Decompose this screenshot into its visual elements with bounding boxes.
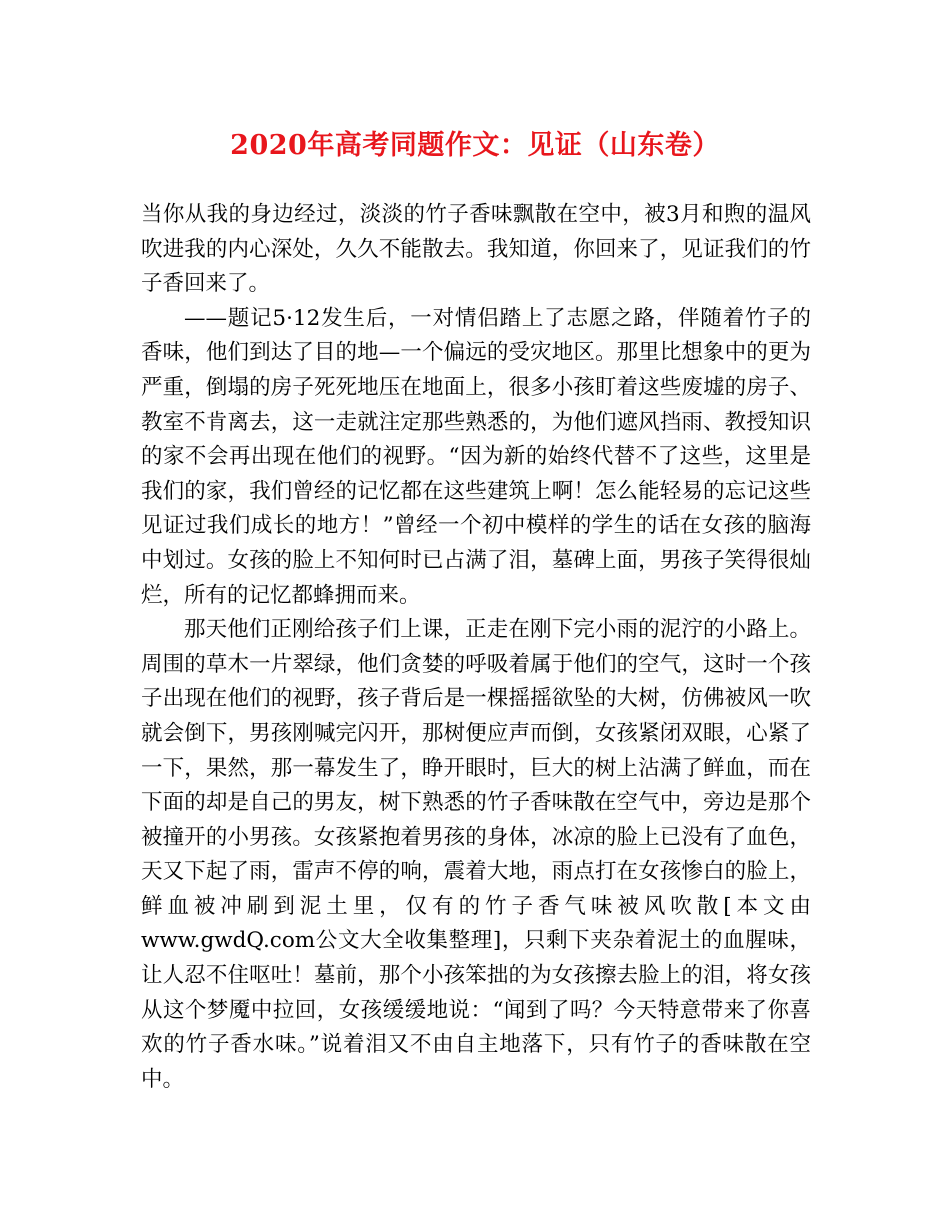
document-title: 2020年高考同题作文：见证（山东卷） [230, 130, 720, 161]
paragraph-story: 那天他们正刚给孩子们上课，正走在刚下完小雨的泥泞的小路上。周围的草木一片翠绿，他们贪婪的呼吸着属于他们的空气，这时一个孩子出现在他们的视野，孩子背后是一棵摇摇欲坠的大树，仿佛被风一吹就会倒下，男孩刚喊完闪开，那树便应声而倒，女孩紧闭双眼，心紧了一下，果然，那一幕发生了，睁开眼时，巨大的树上沾满了鲜血，而在下面的却是自己的男友，树下熟悉的竹子香味散在空气中，旁边是那个被撞开的小男孩。女孩紧抱着男孩的身体，冰凉的脸上已没有了血色，天又下起了雨，雷声不停的响，震着大地，雨点打在女孩惨白的脸上，鲜血被冲刷到泥土里，仅有的竹子香气味被风吹散[本文由www.gwdQ.com公文大全收集整理]，只剩下夹杂着泥土的血腥味，让人忍不住呕吐！墓前，那个小孩笨拙的为女孩擦去脸上的泪，将女孩从这个梦魇中拉回，女孩缓缓地说：“闻到了吗？今天特意带来了你喜欢的竹子香水味。”说着泪又不由自主地落下，只有竹子的香味散在空中。 [141, 617, 811, 1092]
document-body [141, 198, 811, 1097]
paragraph-epigraph: 当你从我的身边经过，淡淡的竹子香味飘散在空中，被3月和煦的温风吹进我的内心深处，久久不能散去。我知道，你回来了，见证我们的竹子香回来了。 [141, 202, 811, 297]
paragraph-memorial: ——题记5·12发生后，一对情侣踏上了志愿之路，伴随着竹子的香味，他们到达了目的地—一个偏远的受灾地区。那里比想象中的更为严重，倒塌的房子死死地压在地面上，很多小孩盯着这些废墟的房子、教室不肯离去，这一走就注定那些熟悉的，为他们遮风挡雨、教授知识的家不会再出现在他们的视野。“因为新的始终代替不了这些，这里是我们的家，我们曾经的记忆都在这些建筑上啊！怎么能轻易的忘记这些见证过我们成长的地方！”曾经一个初中模样的学生的话在女孩的脑海中划过。女孩的脸上不知何时已占满了泪，墓碑上面，男孩子笑得很灿烂，所有的记忆都蜂拥而来。 [141, 305, 811, 608]
